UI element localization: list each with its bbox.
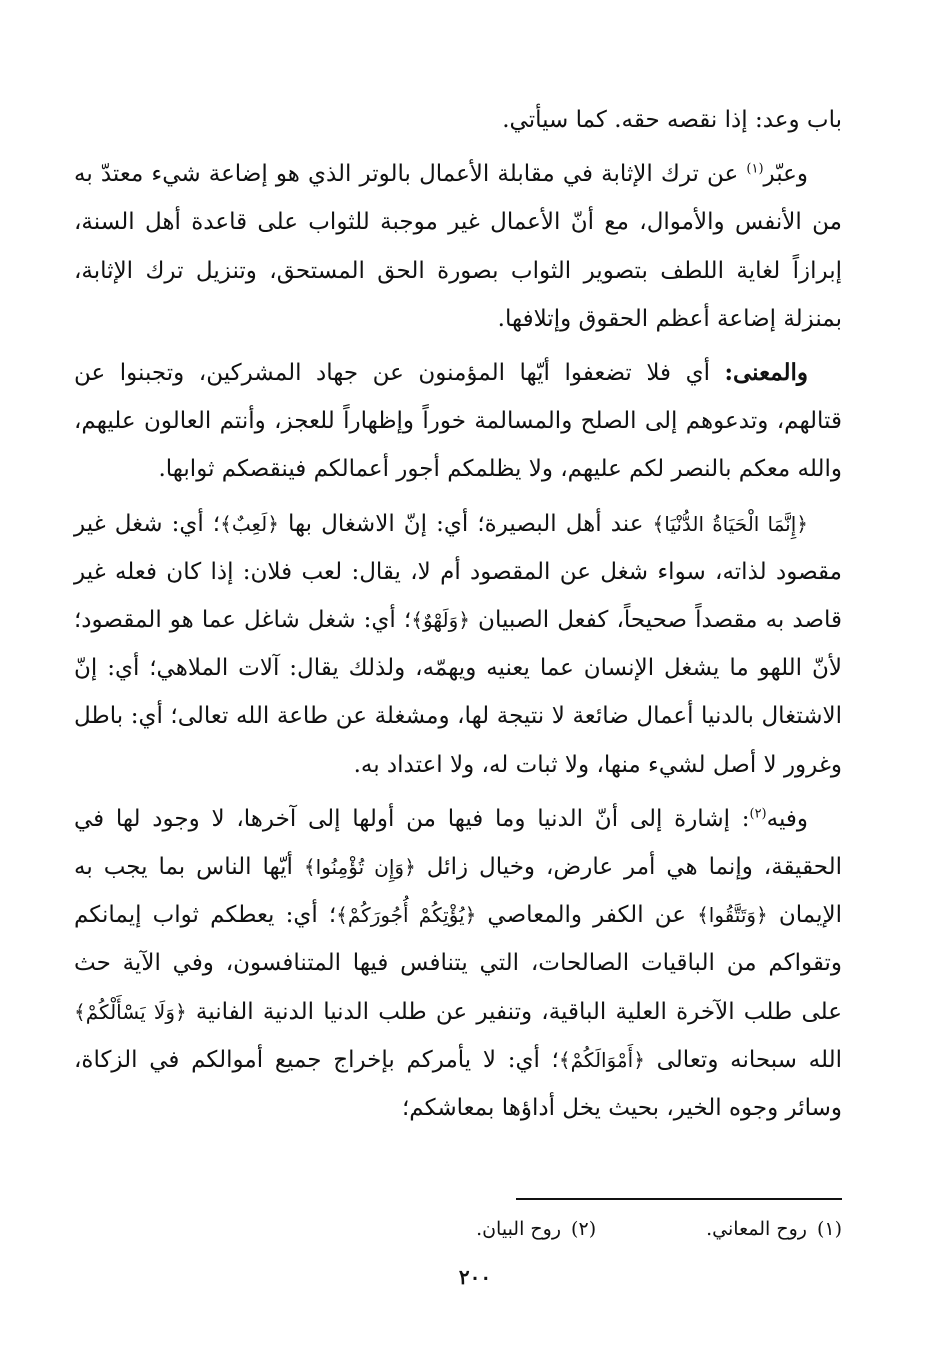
footnote-1-number: (١) [816,1218,842,1240]
paragraph-2-start: وعبّر [763,161,809,188]
paragraph-4 [74,500,842,789]
paragraph-3-body: أي فلا تضعفوا أيّها المؤمنون عن جهاد المشركين، وتجبنوا عن قتالهم، وتدعوهم إلى الصلح والمسالمة خوراً وإظهاراً للعجز، وأنتم العالون عليهم، والله معكم بالنصر لكم عليهم، ولا يظلمكم أجور أعمالكم فينقصكم ثوابها. [74,360,842,483]
quran-quote: ﴿وَلَهْوٌ﴾ [411,608,470,633]
paragraph-5-part-g: ؛ أي: لا يأمركم بإخراج جميع أموالكم في الزكاة، وسائر وجوه الخير، بحيث يخل أداؤها بمعاشكم؛ [74,1046,842,1122]
paragraph-4-part-b: ؛ أي: شغل غير مقصود لذاته، سواء شغل عن المقصود أم لا، يقال: لعب فلان: إذا كان فعله غير قاصد به مقصداً صحيحاً، كفعل الصبيان [74,510,842,634]
quran-quote: ﴿إِنَّمَا الْحَيَاةُ الدُّنْيَا﴾ [652,511,808,536]
paragraph-5-part-d: عن الكفر والمعاصي [476,902,698,929]
footnote-2 [476,1214,596,1244]
paragraph-5 [74,795,842,1132]
paragraph-1-text: باب وعد: إذا نقصه حقه. كما سيأتي. [502,107,842,133]
paragraph-5-part-b: : إشارة إلى أنّ الدنيا وما فيها من أولها إلى آخرها، لا وجود لها في الحقيقة، وإنما هي أمر عارض، وخيال زائل [74,805,842,881]
quran-quote: ﴿يُؤْتِكُمْ أُجُورَكُمْ﴾ [336,903,477,928]
paragraph-2-body: عن ترك الإثابة في مقابلة الأعمال بالوتر الذي هو إضاعة شيء معتدّ به من الأنفس والأموال، مع أنّ الأعمال غير موجبة للثواب على قاعدة أهل السنة، إبرازاً لغاية اللطف بتصوير الثواب بصورة الحق المستحق، وتنزيل ترك الإثابة، بمنزلة إضاعة أعظم الحقوق وإتلافها. [74,161,842,332]
paragraph-5-start: وفيه [766,805,808,832]
footnote-2-text: روح البيان. [476,1218,562,1240]
paragraph-3 [74,349,842,494]
paragraph-5-part-c: أيّها الناس بما يجب به الإيمان [74,854,842,929]
footnotes [74,1214,842,1244]
paragraph-4-part-a: عند أهل البصيرة؛ أي: إنّ الاشغال بها [278,510,653,537]
footnote-ref-1: (١) [746,161,764,177]
paragraph-4-part-c: ؛ أي: شغل شاغل عما هو المقصود؛ لأنّ اللهو ما يشغل الإنسان عما يعنيه ويهمّه، ولذلك يقال: آلات الملاهي؛ أي: إنّ الاشتغال بالدنيا أعمال ضائعة لا نتيجة لها، ومشغلة عن طاعة الله تعالى؛ أي: باطل وغرور لا أصل لشيء منها، ولا ثبات له، ولا اعتداد به. [74,607,842,778]
paragraph-5-part-e: ؛ أي: يعطكم ثواب إيمانكم وتقواكم من الباقيات الصالحات، التي يتنافس فيها المتنافسون، وفي الآية حث على طلب الآخرة العلية الباقية، وتنفير عن طلب الدنيا الدنية الفانية [74,902,843,1025]
paragraph-2 [74,150,842,343]
footnote-2-number: (٢) [571,1218,597,1240]
paragraph-3-lead: والمعنى: [724,359,808,387]
paragraph-1 [74,96,842,144]
quran-quote: ﴿وَتَتَّقُوا﴾ [697,903,768,928]
quran-quote: ﴿لَعِبٌ﴾ [220,511,279,536]
quran-quote: ﴿أَمْوَالَكُمْ﴾ [558,1047,645,1072]
quran-quote: ﴿وَإِن تُؤْمِنُوا﴾ [303,855,416,880]
footnote-divider [516,1198,842,1200]
quran-quote: ﴿وَلَا يَسْأَلْكُمْ﴾ [74,999,187,1024]
footnote-1 [706,1214,842,1244]
page-body [74,96,842,1138]
footnote-1-text: روح المعاني. [706,1218,807,1240]
page-number: ٢٠٠ [458,1265,492,1289]
footnote-ref-2: (٢) [749,806,767,822]
paragraph-5-part-f: الله سبحانه وتعالى [644,1046,842,1073]
